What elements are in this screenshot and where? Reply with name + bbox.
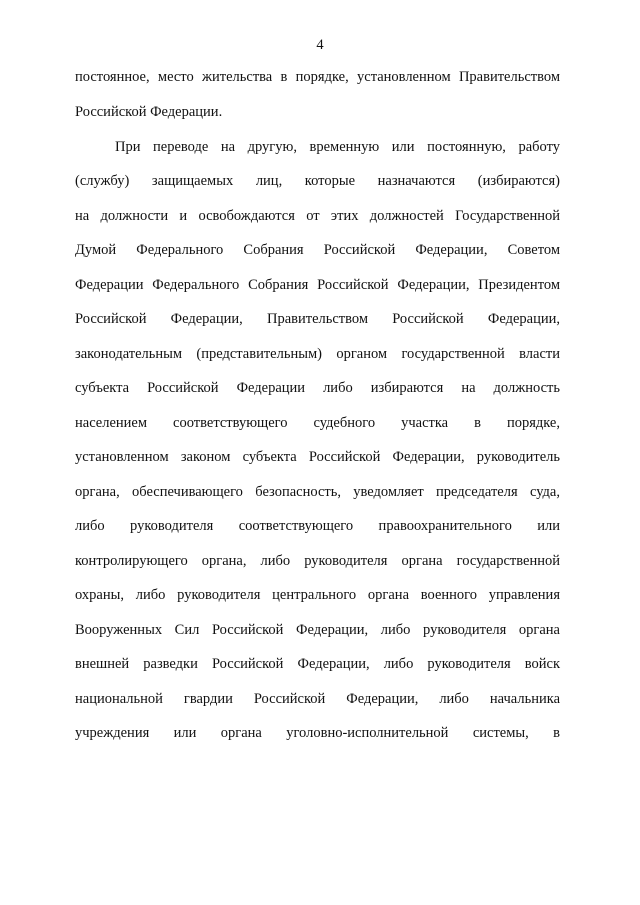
text-line: постоянное, место жительства в порядке, установленном Правительством bbox=[75, 69, 560, 85]
text-line: Российской Федерации, Правительством Российской Федерации, bbox=[75, 311, 560, 327]
text-line: населением соответствующего судебного участка в порядке, bbox=[75, 415, 560, 431]
text-line: контролирующего органа, либо руководителя органа государственной bbox=[75, 553, 560, 569]
text-line: законодательным (представительным) органом государственной власти bbox=[75, 346, 560, 362]
paragraph-first-line: При переводе на другую, временную или постоянную, работу bbox=[115, 139, 560, 155]
text-line: Российской Федерации. bbox=[75, 104, 223, 120]
text-line: установленном законом субъекта Российской Федерации, руководитель bbox=[75, 449, 560, 465]
text-line: внешней разведки Российской Федерации, либо руководителя войск bbox=[75, 656, 560, 672]
text-line: на должности и освобождаются от этих должностей Государственной bbox=[75, 208, 560, 224]
text-line: субъекта Российской Федерации либо избираются на должность bbox=[75, 380, 560, 396]
text-line: Думой Федерального Собрания Российской Федерации, Советом bbox=[75, 242, 560, 258]
text-line: учреждения или органа уголовно-исполнительной системы, в bbox=[75, 725, 560, 741]
text-line: Федерации Федерального Собрания Российской Федерации, Президентом bbox=[75, 277, 560, 293]
text-line: либо руководителя соответствующего правоохранительного или bbox=[75, 518, 560, 534]
text-line: национальной гвардии Российской Федерации, либо начальника bbox=[75, 691, 560, 707]
text-line: охраны, либо руководителя центрального органа военного управления bbox=[75, 587, 560, 603]
text-line: Вооруженных Сил Российской Федерации, либо руководителя органа bbox=[75, 622, 560, 638]
page-number: 4 bbox=[316, 37, 324, 53]
text-line: органа, обеспечивающего безопасность, уведомляет председателя суда, bbox=[75, 484, 560, 500]
text-line: (службу) защищаемых лиц, которые назначаются (избираются) bbox=[75, 173, 560, 189]
